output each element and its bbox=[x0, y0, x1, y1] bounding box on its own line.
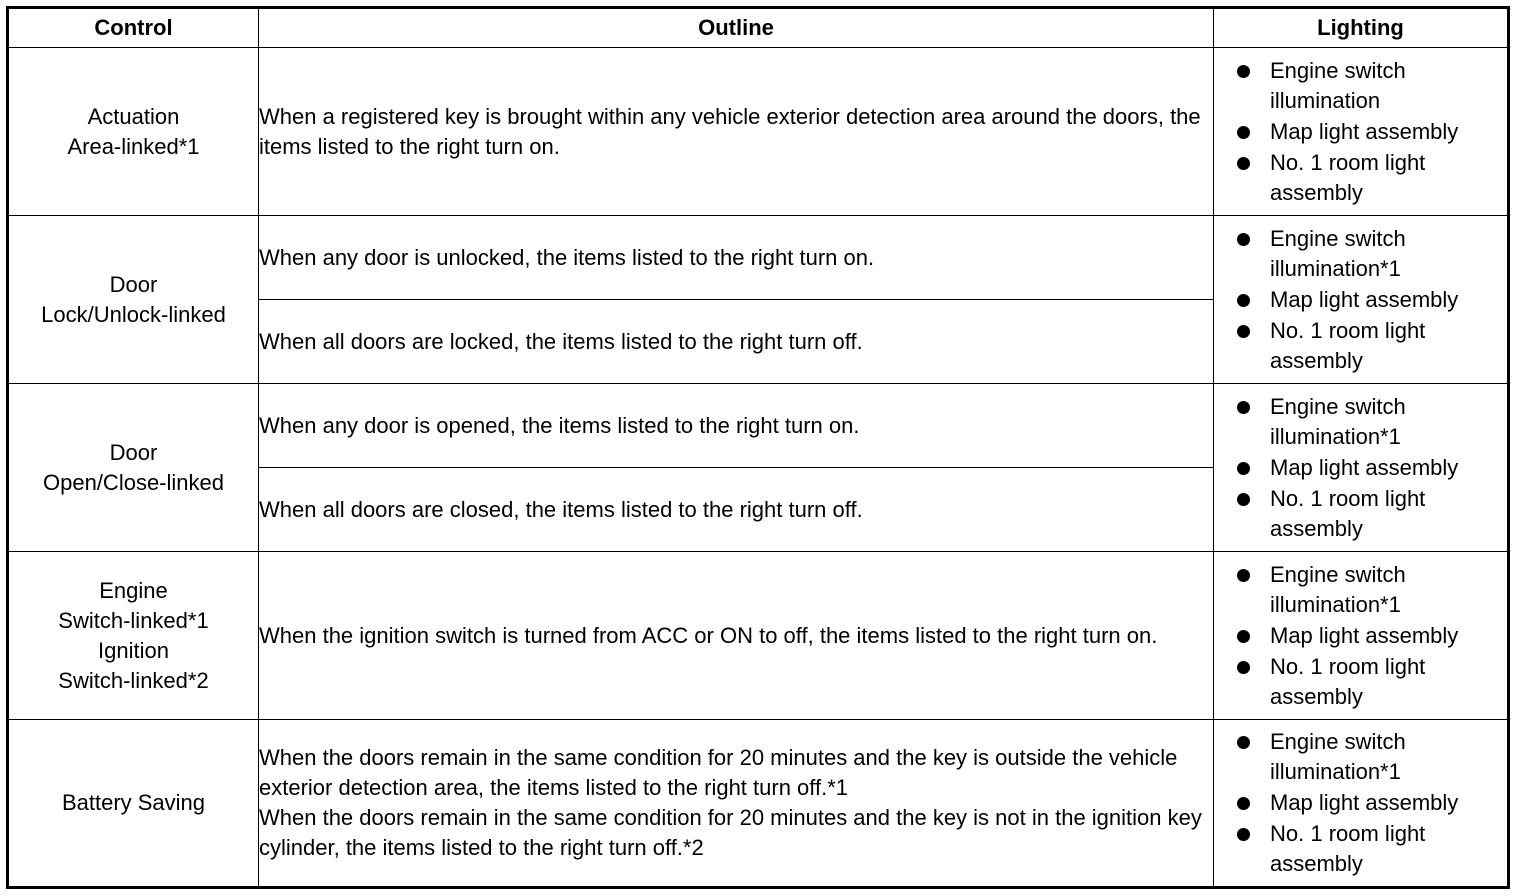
lighting-list bbox=[1214, 56, 1507, 208]
lighting-item-label: No. 1 room light assembly bbox=[1270, 821, 1426, 876]
list-item bbox=[1214, 560, 1507, 620]
header-control: Control bbox=[8, 8, 259, 48]
list-item bbox=[1214, 56, 1507, 116]
bullet-icon bbox=[1237, 233, 1250, 246]
bullet-icon bbox=[1237, 65, 1250, 78]
bullet-icon bbox=[1237, 325, 1250, 338]
bullet-icon bbox=[1237, 401, 1250, 414]
lighting-list bbox=[1214, 224, 1507, 376]
outline-cell: When the ignition switch is turned from ACC or ON to off, the items listed to the right turn on. bbox=[259, 552, 1214, 720]
table-row-door-lock bbox=[8, 216, 1509, 300]
list-item bbox=[1214, 148, 1507, 208]
control-label: Door bbox=[109, 271, 158, 297]
control-label: Actuation bbox=[87, 103, 180, 129]
lighting-item-label: Map light assembly bbox=[1270, 622, 1459, 648]
outline-cell: When any door is opened, the items listed to the right turn on. bbox=[259, 384, 1214, 468]
bullet-icon bbox=[1237, 630, 1250, 643]
control-label: Engine bbox=[99, 577, 168, 603]
control-cell bbox=[8, 216, 259, 384]
control-label: Lock/Unlock-linked bbox=[41, 301, 226, 327]
list-item bbox=[1214, 788, 1507, 818]
control-label: Battery Saving bbox=[61, 790, 206, 815]
table-row-door-open bbox=[8, 384, 1509, 468]
table-row-actuation bbox=[8, 48, 1509, 216]
bullet-icon bbox=[1237, 736, 1250, 749]
control-label: Switch-linked*2 bbox=[58, 667, 209, 693]
control-label: Area-linked*1 bbox=[67, 133, 200, 159]
lighting-item-label: Engine switch illumination*1 bbox=[1270, 225, 1406, 281]
list-item bbox=[1214, 727, 1507, 787]
lighting-cell bbox=[1214, 720, 1509, 888]
lighting-list bbox=[1214, 392, 1507, 544]
header-row bbox=[8, 8, 1509, 48]
lighting-item-label: Engine switch illumination*1 bbox=[1270, 393, 1406, 449]
control-cell bbox=[8, 552, 259, 720]
lighting-item-label: Map light assembly bbox=[1270, 454, 1459, 480]
list-item bbox=[1214, 621, 1507, 651]
bullet-icon bbox=[1237, 294, 1250, 307]
list-item bbox=[1214, 819, 1507, 879]
table-row-battery-saving bbox=[8, 720, 1509, 888]
lighting-item-label: Map light assembly bbox=[1270, 118, 1459, 144]
lighting-item-label: No. 1 room light assembly bbox=[1270, 317, 1426, 373]
bullet-icon bbox=[1237, 828, 1250, 841]
control-cell bbox=[8, 720, 259, 888]
control-label: Open/Close-linked bbox=[43, 469, 224, 495]
bullet-icon bbox=[1237, 797, 1250, 810]
lighting-item-label: Map light assembly bbox=[1270, 286, 1459, 312]
lighting-item-label: No. 1 room light assembly bbox=[1270, 653, 1426, 709]
list-item bbox=[1214, 224, 1507, 284]
bullet-icon bbox=[1237, 493, 1250, 506]
outline-paragraph: When the doors remain in the same condition for 20 minutes and the key is not in the ignition key cylinder, the items listed to the right turn off.*2 bbox=[259, 805, 1202, 860]
outline-cell: When any door is unlocked, the items listed to the right turn on. bbox=[259, 216, 1214, 300]
header-lighting: Lighting bbox=[1214, 8, 1509, 48]
list-item bbox=[1214, 392, 1507, 452]
lighting-cell bbox=[1214, 384, 1509, 552]
lighting-item-label: Map light assembly bbox=[1270, 790, 1459, 815]
outline-cell bbox=[259, 720, 1214, 888]
control-label: Door bbox=[109, 439, 158, 465]
list-item bbox=[1214, 453, 1507, 483]
header-outline: Outline bbox=[259, 8, 1214, 48]
lighting-cell bbox=[1214, 216, 1509, 384]
lighting-item-label: Engine switch illumination*1 bbox=[1270, 729, 1406, 784]
list-item bbox=[1214, 484, 1507, 544]
bullet-icon bbox=[1237, 661, 1250, 674]
lighting-item-label: No. 1 room light assembly bbox=[1270, 485, 1426, 541]
lighting-control-table bbox=[6, 6, 1510, 889]
lighting-list bbox=[1214, 560, 1507, 712]
outline-cell: When all doors are locked, the items listed to the right turn off. bbox=[259, 300, 1214, 384]
lighting-item-label: Engine switch illumination bbox=[1270, 57, 1406, 113]
list-item bbox=[1214, 316, 1507, 376]
lighting-item-label: No. 1 room light assembly bbox=[1270, 149, 1426, 205]
control-label: Switch-linked*1 bbox=[58, 607, 209, 633]
control-cell bbox=[8, 384, 259, 552]
bullet-icon bbox=[1237, 126, 1250, 139]
list-item bbox=[1214, 117, 1507, 147]
list-item bbox=[1214, 285, 1507, 315]
lighting-cell bbox=[1214, 552, 1509, 720]
outline-paragraph: When the doors remain in the same condition for 20 minutes and the key is outside the vehicle exterior detection area, the items listed to the right turn off.*1 bbox=[259, 745, 1178, 800]
lighting-item-label: Engine switch illumination*1 bbox=[1270, 561, 1406, 617]
bullet-icon bbox=[1237, 462, 1250, 475]
outline-cell: When a registered key is brought within any vehicle exterior detection area around the doors, the items listed to the right turn on. bbox=[259, 48, 1214, 216]
bullet-icon bbox=[1237, 157, 1250, 170]
control-cell bbox=[8, 48, 259, 216]
lighting-cell bbox=[1214, 48, 1509, 216]
outline-cell: When all doors are closed, the items listed to the right turn off. bbox=[259, 468, 1214, 552]
table-row-engine-switch bbox=[8, 552, 1509, 720]
control-label: Ignition bbox=[98, 637, 169, 663]
lighting-list bbox=[1214, 727, 1507, 879]
list-item bbox=[1214, 652, 1507, 712]
bullet-icon bbox=[1237, 569, 1250, 582]
